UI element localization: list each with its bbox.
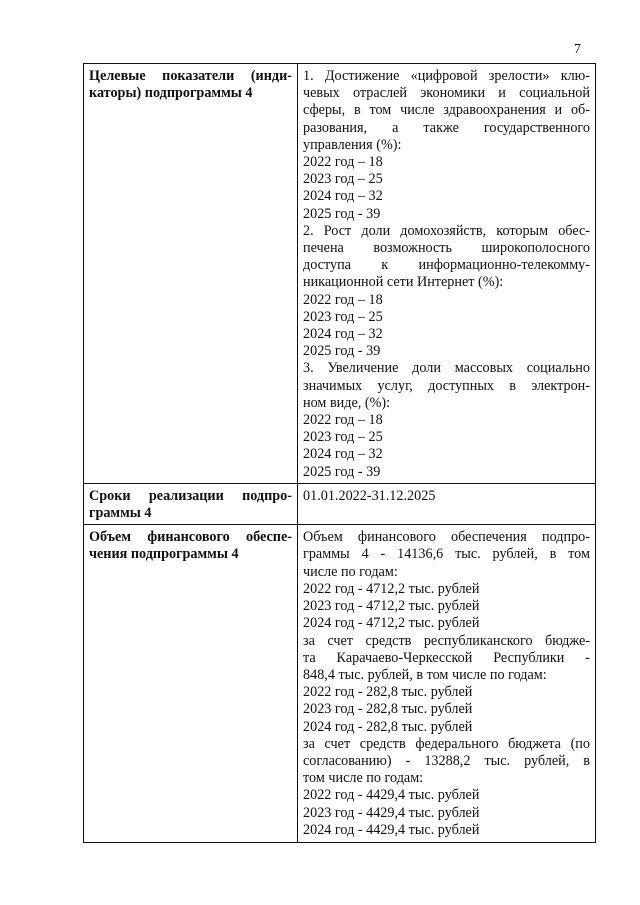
value-line: 2022 год – 18 — [303, 154, 383, 171]
value-line: граммы 4 - 14136,6 тыс. рублей, в том — [303, 546, 590, 563]
table-row-implementation-period — [84, 483, 596, 524]
value-line: 2022 год – 18 — [303, 291, 383, 308]
value-line: 2025 год - 39 — [303, 343, 381, 360]
value-line: 3. Увеличение доли массовых социально — [303, 360, 590, 377]
value-line: печена возможность широкополосного — [303, 240, 590, 257]
label-line: чения подпрограммы 4 — [89, 546, 239, 563]
label-line: каторы) подпрограммы 4 — [89, 85, 253, 102]
value-line: 2024 год – 32 — [303, 326, 383, 343]
label-cell — [84, 64, 298, 484]
value-cell — [298, 483, 596, 524]
value-line: 2023 год – 25 — [303, 171, 383, 188]
value-line: 848,4 тыс. рублей, в том числе по годам: — [303, 666, 547, 683]
value-line: 2022 год - 4712,2 тыс. рублей — [303, 580, 480, 597]
value-line: разования, а также государственного — [303, 119, 590, 136]
value-line: та Карачаево-Черкесской Республики - — [303, 649, 590, 666]
value-line: согласованию) - 13288,2 тыс. рублей, в — [303, 752, 590, 769]
value-line: 2023 год - 282,8 тыс. рублей — [303, 701, 473, 718]
value-line: сферы, в том числе здравоохранения и об- — [303, 102, 590, 119]
value-line: Объем финансового обеспечения подпро- — [303, 529, 590, 546]
label-cell — [84, 483, 298, 524]
subprogram-passport-table — [83, 63, 596, 843]
table-row-target-indicators — [84, 64, 596, 484]
label-line: Объем финансового обеспе- — [89, 529, 292, 546]
value-line: никационной сети Интернет (%): — [303, 274, 504, 291]
page-number: 7 — [574, 42, 581, 57]
value-line: чевых отраслей экономики и социальной — [303, 85, 590, 102]
value-line: 01.01.2022-31.12.2025 — [303, 487, 436, 504]
value-line: том числе по годам: — [303, 770, 424, 787]
value-line: доступа к информационно-телекомму- — [303, 257, 590, 274]
value-line: значимых услуг, доступных в электрон- — [303, 377, 590, 394]
value-line: 2023 год – 25 — [303, 308, 383, 325]
value-line: 2023 год - 4712,2 тыс. рублей — [303, 598, 480, 615]
label-line: Сроки реализации подпро- — [89, 487, 292, 504]
value-cell — [298, 64, 596, 484]
value-line: 2022 год - 282,8 тыс. рублей — [303, 684, 473, 701]
label-line: Целевые показатели (инди- — [89, 68, 292, 84]
value-line: 2025 год - 39 — [303, 205, 381, 222]
value-line: 2025 год - 39 — [303, 463, 381, 480]
value-line: за счет средств республиканского бюдже- — [303, 632, 590, 649]
value-line: 2022 год - 4429,4 тыс. рублей — [303, 787, 480, 804]
value-line: за счет средств федерального бюджета (по — [303, 735, 590, 752]
value-line: 2024 год - 4429,4 тыс. рублей — [303, 821, 480, 838]
table-row-financing — [84, 525, 596, 843]
value-line: 2024 год – 32 — [303, 446, 383, 463]
value-line: управления (%): — [303, 136, 402, 153]
value-line: числе по годам: — [303, 563, 398, 580]
value-line: 1. Достижение «цифровой зрелости» клю- — [303, 68, 590, 84]
value-line: ном виде, (%): — [303, 394, 391, 411]
value-cell — [298, 525, 596, 843]
value-line: 2022 год – 18 — [303, 412, 383, 429]
label-cell — [84, 525, 298, 843]
value-line: 2023 год - 4429,4 тыс. рублей — [303, 804, 480, 821]
value-line: 2023 год – 25 — [303, 429, 383, 446]
value-line: 2024 год – 32 — [303, 188, 383, 205]
label-line: граммы 4 — [89, 505, 152, 522]
value-line: 2024 год - 4712,2 тыс. рублей — [303, 615, 480, 632]
value-line: 2024 год - 282,8 тыс. рублей — [303, 718, 473, 735]
value-line: 2. Рост доли домохозяйств, которым обес- — [303, 222, 590, 239]
